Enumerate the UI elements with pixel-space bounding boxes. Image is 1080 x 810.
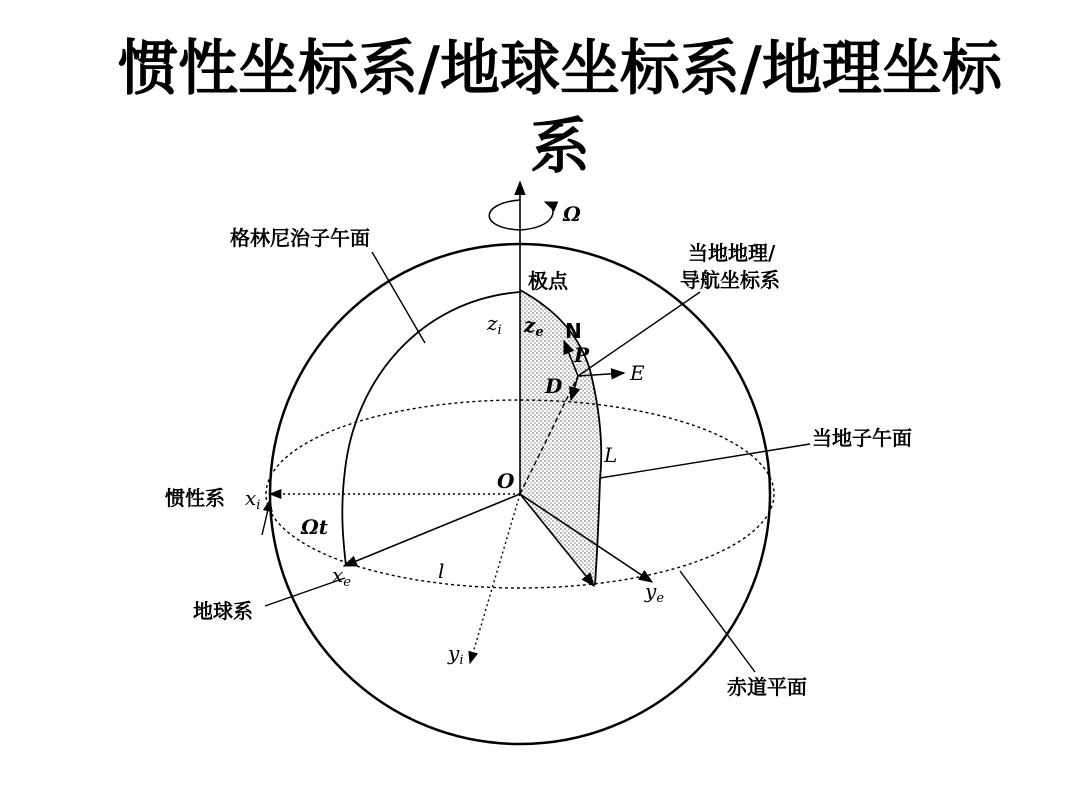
equator-plane-label: 赤道平面 xyxy=(727,675,807,699)
z-e-label: $z_e$ xyxy=(524,313,544,340)
omega-label: Ω xyxy=(563,202,581,226)
y-e-label: $y_e$ xyxy=(645,579,665,606)
y-i-label: $y_i$ xyxy=(448,641,464,668)
point-d-label: D xyxy=(545,374,563,398)
local-meridian-label: 当地子午面 xyxy=(812,426,912,450)
longitude-label: l xyxy=(438,559,445,583)
greenwich-meridian-label: 格林尼治子午面 xyxy=(230,226,370,250)
local-frame-label-line1: 当地地理/ xyxy=(688,241,776,265)
page-title: 惯性坐标系/地球坐标系/地理坐标系 xyxy=(118,34,1002,182)
omega-t-arc xyxy=(262,500,270,535)
z-i-label: $z_i$ xyxy=(487,311,502,338)
x-e-label: $x_e$ xyxy=(332,563,351,590)
earth-frame-label: 地球系 xyxy=(193,599,253,623)
x-i-label: $x_i$ xyxy=(245,486,261,513)
north-label: N xyxy=(565,319,582,343)
east-label: E xyxy=(630,361,645,385)
inertial-frame-label: 惯性系 xyxy=(165,486,225,510)
pole-label: 极点 xyxy=(528,269,568,293)
y-i-axis xyxy=(470,494,520,663)
leader-equator xyxy=(680,571,755,672)
leader-local-meridian xyxy=(600,444,810,478)
x-e-axis xyxy=(344,494,520,566)
local-frame-label-line2: 导航坐标系 xyxy=(680,268,780,292)
origin-label: O xyxy=(497,469,515,493)
latitude-label: L xyxy=(604,443,618,467)
rotation-loop xyxy=(489,200,553,230)
omega-t-label: Ωt xyxy=(301,515,329,539)
point-p-label: P xyxy=(574,343,590,367)
